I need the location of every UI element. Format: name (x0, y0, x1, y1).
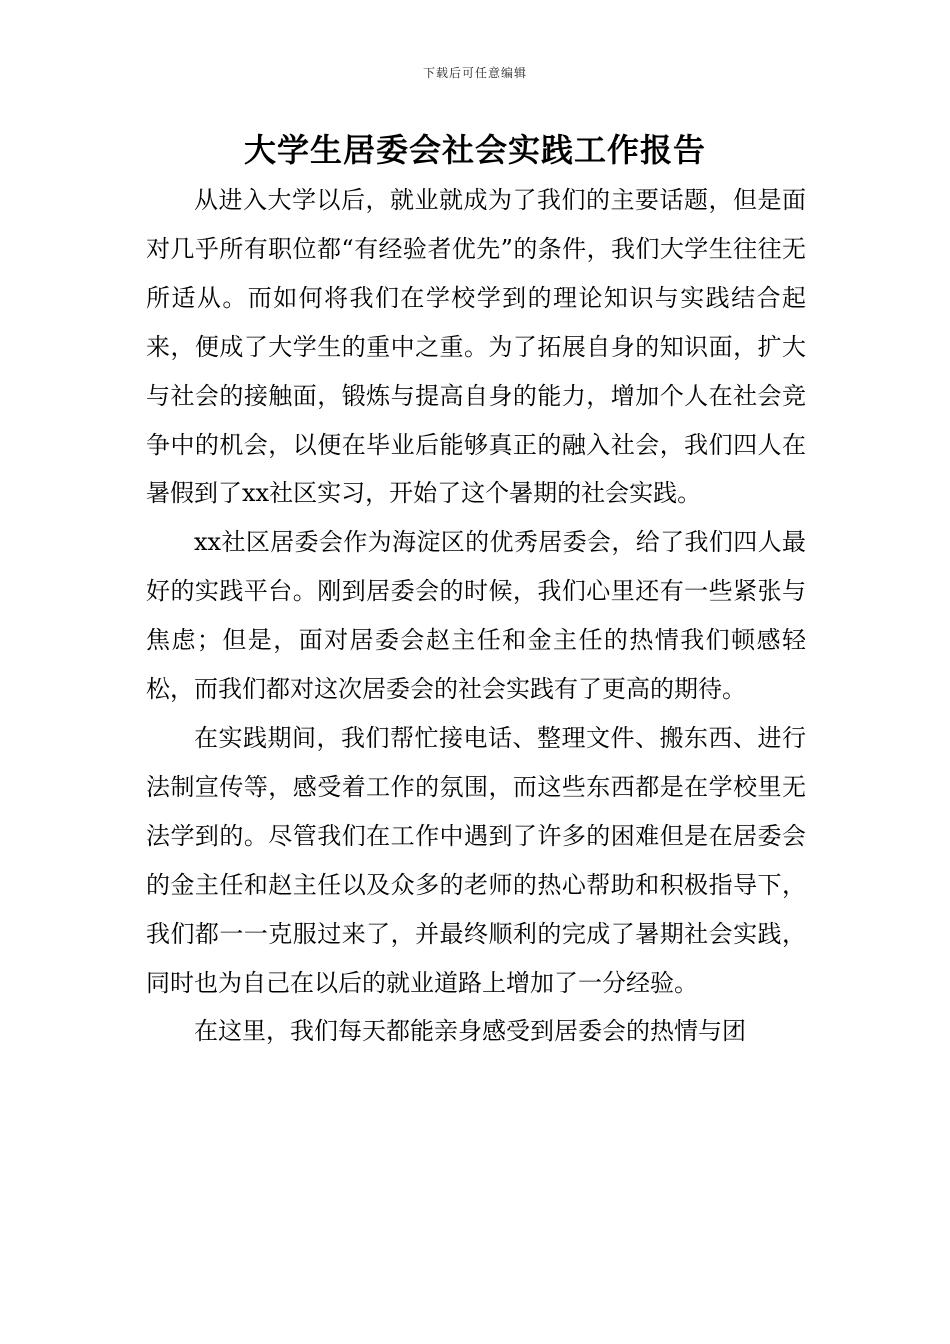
paragraph-2: xx社区居委会作为海淀区的优秀居委会，给了我们四人最好的实践平台。刚到居委会的时候，我们心里还有一些紧张与焦虑；但是，面对居委会赵主任和金主任的热情我们顿感轻松，而我们都对这次居委会的社会实践有了更高的期待。 (146, 528, 806, 704)
paragraph-1: 从进入大学以后，就业就成为了我们的主要话题，但是面对几乎所有职位都“有经验者优先”的条件，我们大学生往往无所适从。而如何将我们在学校学到的理论知识与实践结合起来，便成了大学生的重中之重。为了拓展自身的知识面，扩大与社会的接触面，锻炼与提高自身的能力，增加个人在社会竞争中的机会，以便在毕业后能够真正的融入社会，我们四人在暑假到了xx社区实习，开始了这个暑期的社会实践。 (146, 186, 806, 508)
document-title: 大学生居委会社会实践工作报告 (243, 131, 706, 169)
paragraph-3: 在实践期间，我们帮忙接电话、整理文件、搬东西、进行法制宣传等，感受着工作的氛围，而这些东西都是在学校里无法学到的。尽管我们在工作中遇到了许多的困难但是在居委会的金主任和赵主任以及众多的老师的热心帮助和积极指导下，我们都一一克服过来了，并最终顺利的完成了暑期社会实践，同时也为自己在以后的就业道路上增加了一分经验。 (146, 723, 806, 997)
document-body (146, 176, 806, 1056)
header-note: 下载后可任意编辑 (422, 66, 527, 80)
paragraph-4: 在这里，我们每天都能亲身感受到居委会的热情与团 (194, 1017, 746, 1046)
